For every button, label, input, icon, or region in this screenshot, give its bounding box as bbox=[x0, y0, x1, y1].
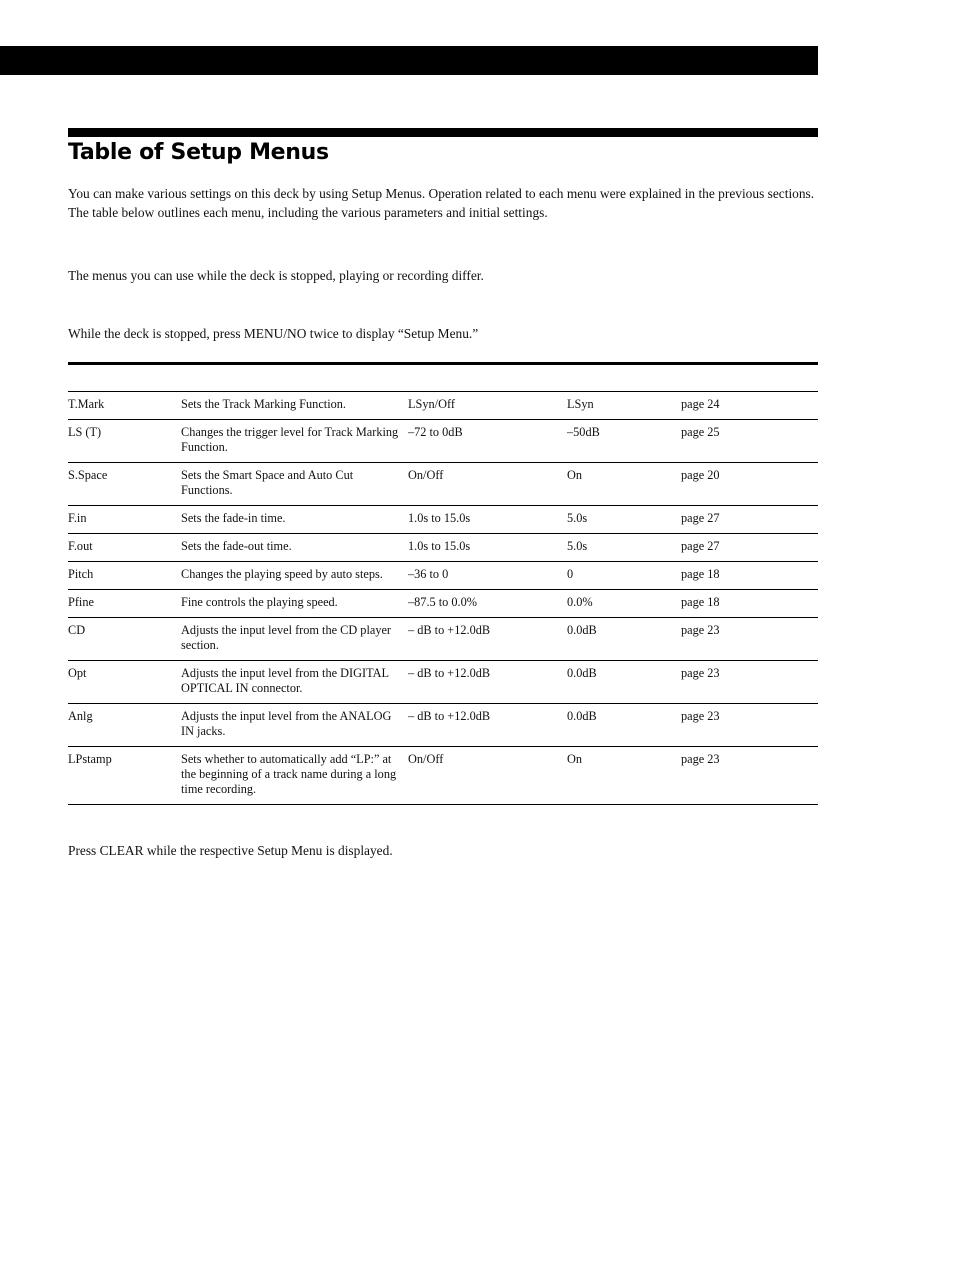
parameters-cell: On/Off bbox=[408, 747, 567, 805]
table-row bbox=[68, 618, 818, 661]
description-cell: Changes the trigger level for Track Marking Function. bbox=[181, 420, 408, 463]
description-cell: Sets whether to automatically add “LP:” at the beginning of a track name during a long time recording. bbox=[181, 747, 408, 805]
display-instruction: While the deck is stopped, press MENU/NO twice to display “Setup Menu.” bbox=[68, 326, 479, 341]
page-reference-cell: page 24 bbox=[681, 392, 818, 420]
parameters-cell: – dB to +12.0dB bbox=[408, 618, 567, 661]
description-cell: Sets the fade-out time. bbox=[181, 534, 408, 562]
parameters-cell: On/Off bbox=[408, 463, 567, 506]
description-cell: Sets the fade-in time. bbox=[181, 506, 408, 534]
parameters-cell: 1.0s to 15.0s bbox=[408, 506, 567, 534]
initial-setting-cell: 0.0% bbox=[567, 590, 681, 618]
menu-cell: Pitch bbox=[68, 562, 181, 590]
page-reference-cell: page 25 bbox=[681, 420, 818, 463]
menu-cell: F.in bbox=[68, 506, 181, 534]
table-row bbox=[68, 562, 818, 590]
menu-cell: Anlg bbox=[68, 704, 181, 747]
parameters-cell: – dB to +12.0dB bbox=[408, 661, 567, 704]
parameters-cell: – dB to +12.0dB bbox=[408, 704, 567, 747]
page-reference-cell: page 23 bbox=[681, 661, 818, 704]
section-rule bbox=[68, 362, 818, 365]
menu-cell: F.out bbox=[68, 534, 181, 562]
initial-setting-cell: 0.0dB bbox=[567, 661, 681, 704]
initial-setting-cell: –50dB bbox=[567, 420, 681, 463]
parameters-cell: –72 to 0dB bbox=[408, 420, 567, 463]
menu-cell: Pfine bbox=[68, 590, 181, 618]
initial-setting-cell: 0 bbox=[567, 562, 681, 590]
intro-paragraph: You can make various settings on this deck by using Setup Menus. Operation related to each menu were explained in the previous sections. The table below outlines each menu, including the various parameters and initial settings. bbox=[68, 186, 815, 220]
table-row bbox=[68, 747, 818, 805]
initial-setting-cell: 0.0dB bbox=[567, 704, 681, 747]
description-cell: Fine controls the playing speed. bbox=[181, 590, 408, 618]
menu-cell: CD bbox=[68, 618, 181, 661]
initial-setting-cell: LSyn bbox=[567, 392, 681, 420]
menu-cell: LS (T) bbox=[68, 420, 181, 463]
table-row bbox=[68, 590, 818, 618]
page-reference-cell: page 18 bbox=[681, 590, 818, 618]
initial-setting-cell: On bbox=[567, 463, 681, 506]
description-cell: Sets the Smart Space and Auto Cut Functions. bbox=[181, 463, 408, 506]
parameters-cell: –36 to 0 bbox=[408, 562, 567, 590]
description-cell: Changes the playing speed by auto steps. bbox=[181, 562, 408, 590]
table-row bbox=[68, 704, 818, 747]
initial-setting-cell: 5.0s bbox=[567, 506, 681, 534]
table-row bbox=[68, 506, 818, 534]
table-row bbox=[68, 392, 818, 420]
initial-setting-cell: On bbox=[567, 747, 681, 805]
page-title: Table of Setup Menus bbox=[68, 140, 329, 165]
table-row bbox=[68, 420, 818, 463]
page-reference-cell: page 20 bbox=[681, 463, 818, 506]
reset-instruction: Press CLEAR while the respective Setup Menu is displayed. bbox=[68, 843, 393, 858]
page-reference-cell: page 27 bbox=[681, 506, 818, 534]
parameters-cell: –87.5 to 0.0% bbox=[408, 590, 567, 618]
page-reference-cell: page 23 bbox=[681, 704, 818, 747]
initial-setting-cell: 0.0dB bbox=[567, 618, 681, 661]
title-rule bbox=[68, 128, 818, 137]
table-row bbox=[68, 534, 818, 562]
page-reference-cell: page 23 bbox=[681, 618, 818, 661]
menu-cell: T.Mark bbox=[68, 392, 181, 420]
menu-cell: Opt bbox=[68, 661, 181, 704]
table-row bbox=[68, 661, 818, 704]
menu-cell: LPstamp bbox=[68, 747, 181, 805]
parameters-cell: 1.0s to 15.0s bbox=[408, 534, 567, 562]
initial-setting-cell: 5.0s bbox=[567, 534, 681, 562]
menus-note: The menus you can use while the deck is stopped, playing or recording differ. bbox=[68, 268, 484, 283]
description-cell: Adjusts the input level from the ANALOG IN jacks. bbox=[181, 704, 408, 747]
setup-menu-table bbox=[68, 392, 818, 805]
parameters-cell: LSyn/Off bbox=[408, 392, 567, 420]
table-row bbox=[68, 463, 818, 506]
description-cell: Sets the Track Marking Function. bbox=[181, 392, 408, 420]
description-cell: Adjusts the input level from the DIGITAL OPTICAL IN connector. bbox=[181, 661, 408, 704]
page-reference-cell: page 27 bbox=[681, 534, 818, 562]
description-cell: Adjusts the input level from the CD player section. bbox=[181, 618, 408, 661]
menu-cell: S.Space bbox=[68, 463, 181, 506]
page-reference-cell: page 23 bbox=[681, 747, 818, 805]
page-reference-cell: page 18 bbox=[681, 562, 818, 590]
header-bar bbox=[0, 46, 818, 75]
